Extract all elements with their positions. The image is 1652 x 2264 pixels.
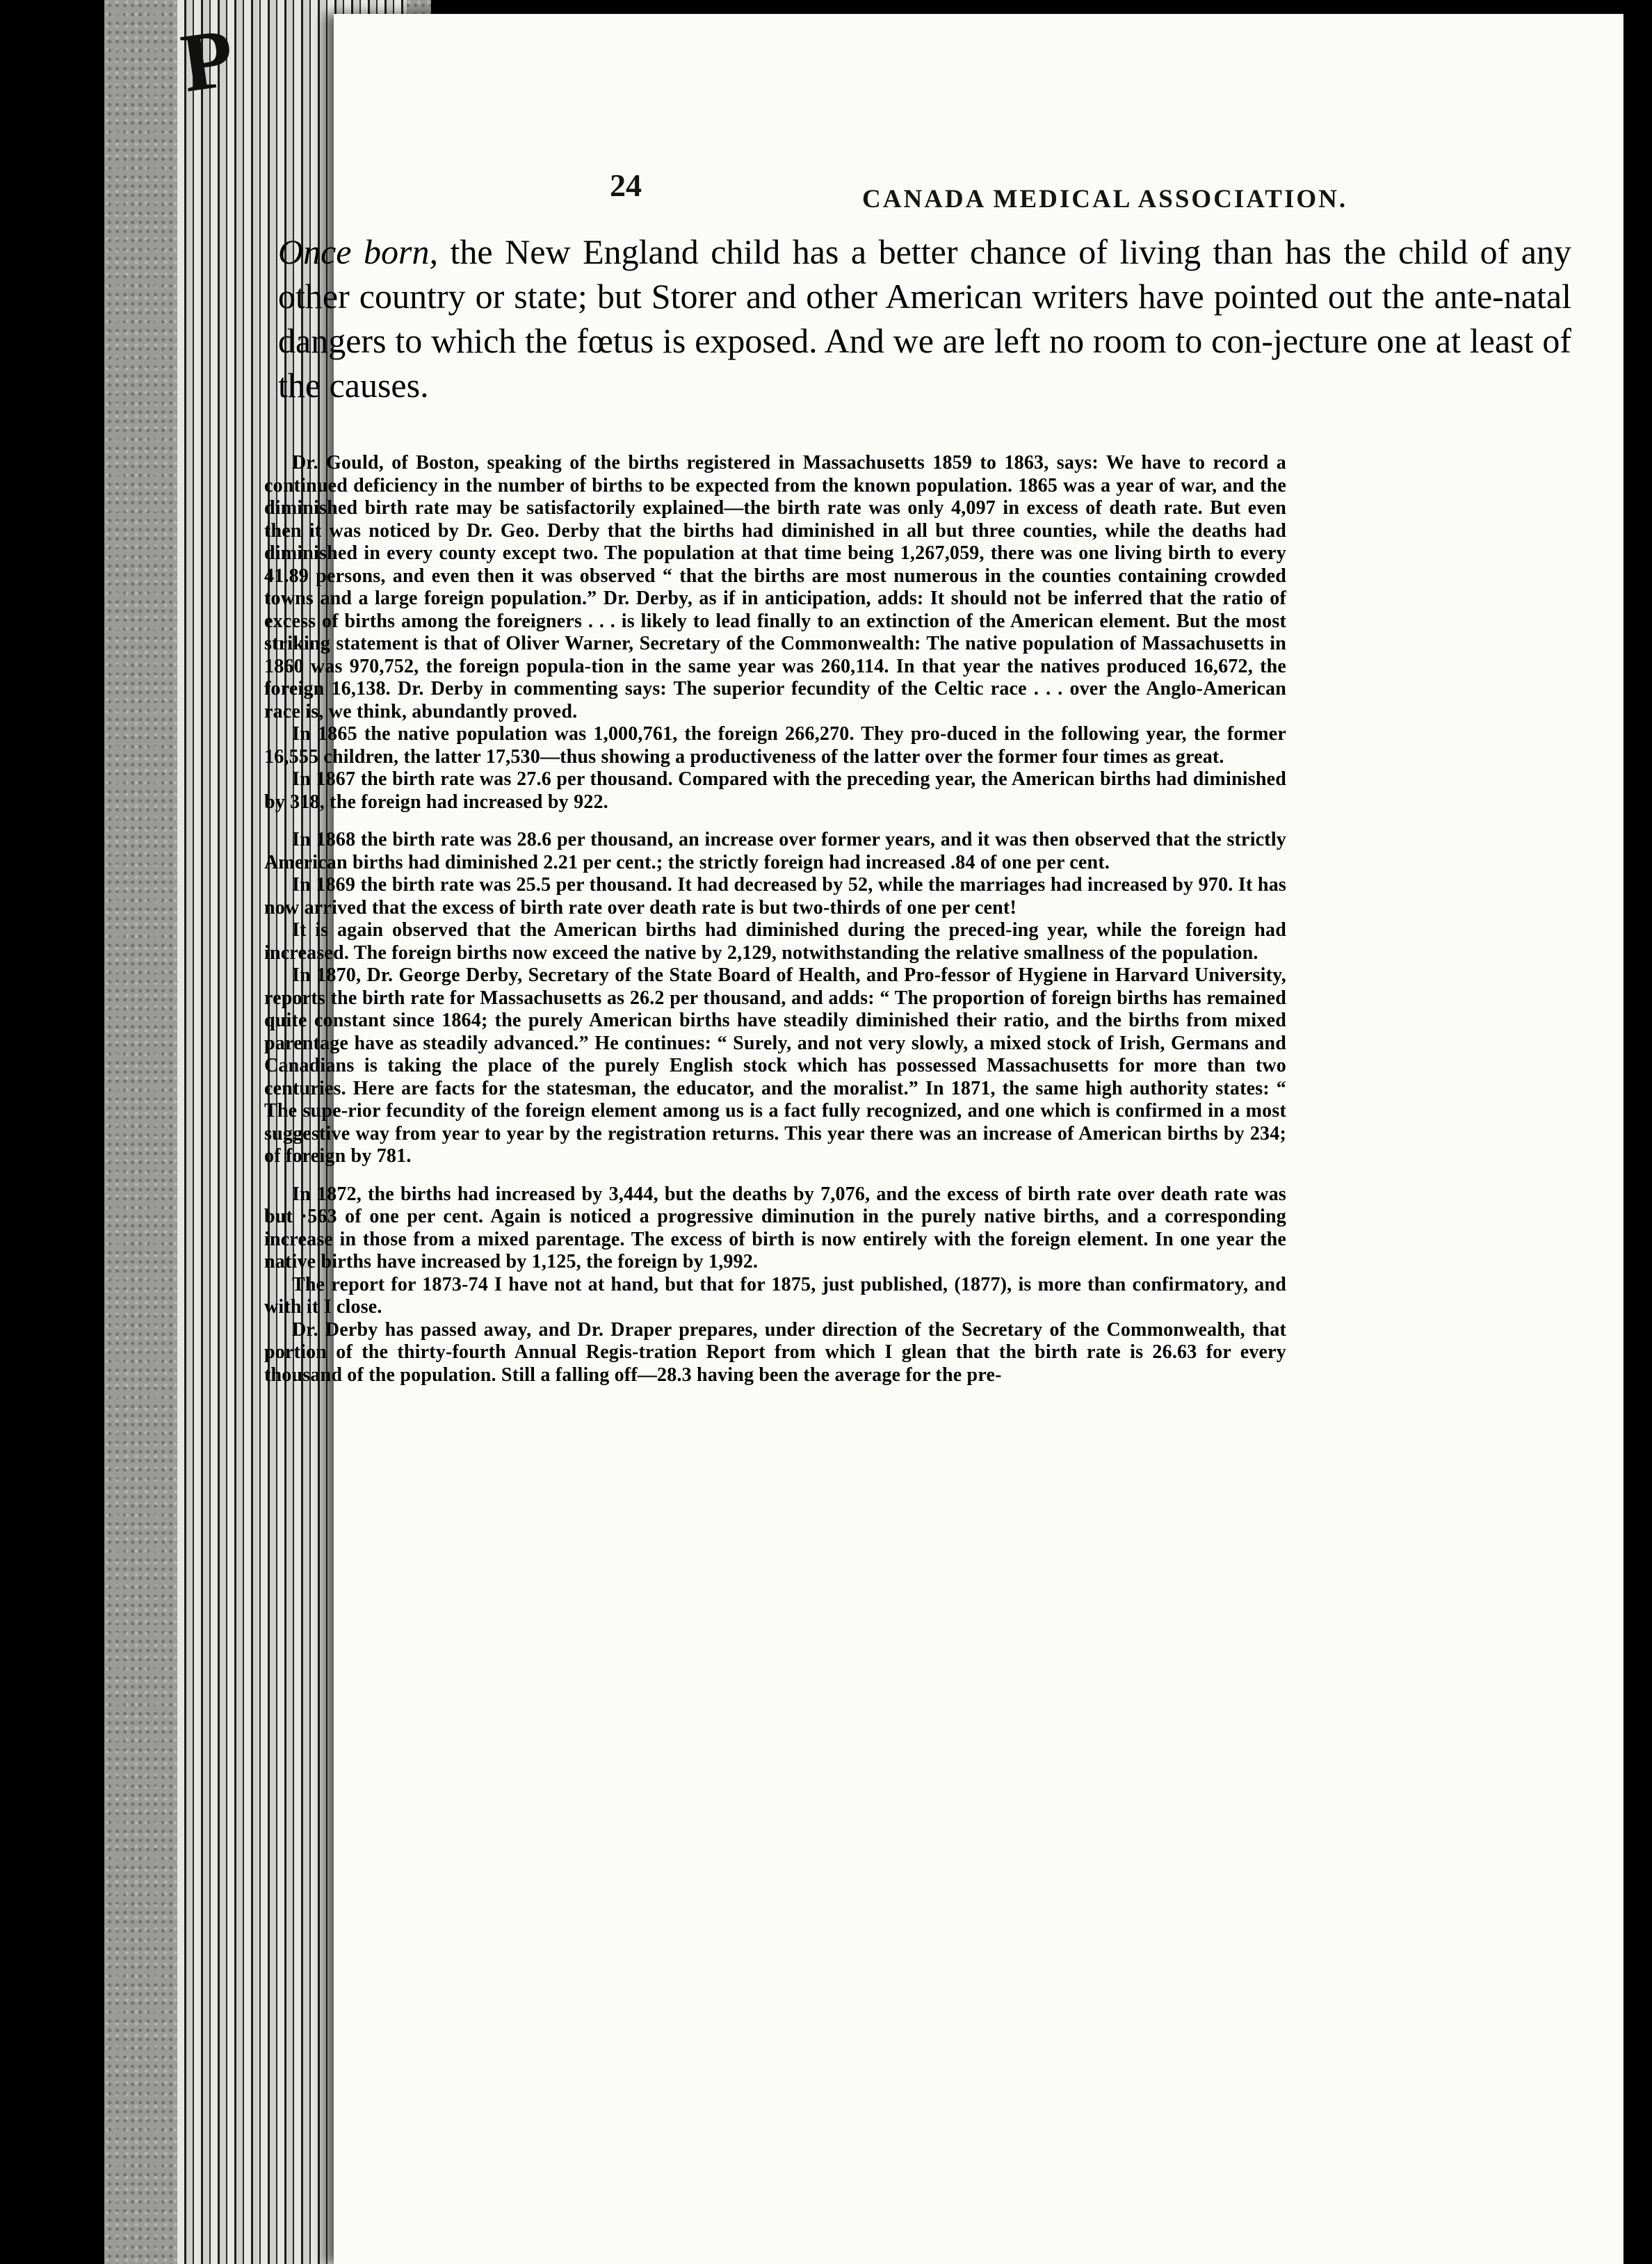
paragraph-6: It is again observed that the American births had diminished during the preced-ing year, while the foreign had increased. The foreign births now exceed the native by 2,129, notwithstanding the relative smallness of the population. — [264, 919, 1286, 964]
running-head: CANADA MEDICAL ASSOCIATION. — [862, 185, 1348, 213]
corner-mark: P — [176, 10, 240, 110]
paragraph-1: Dr. Gould, of Boston, speaking of the births registered in Massachusetts 1859 to 1863, says: We have to record a continued deficiency in the number of births to be expected from the known population. 1865 was a year of war, and the diminished birth rate may be satisfactorily explained—the birth rate was only 4,097 in excess of death rate. But even then it was noticed by Dr. Geo. Derby that the births had diminished in all but three counties, while the deaths had diminished in every county except two. The population at that time being 1,267,059, there was one living birth to every 41.89 persons, and even then it was observed “ that the births are most numerous in the counties containing crowded towns and a large foreign population.” Dr. Derby, as if in anticipation, adds: It should not be inferred that the ratio of excess of births among the foreigners . . . is likely to lead finally to an extinction of the American element. But the most striking statement is that of Oliver Warner, Secretary of the Commonwealth: The native population of Massachusetts in 1860 was 970,752, the foreign popula-tion in the same year was 260,114. In that year the natives produced 16,672, the foreign 16,138. Dr. Derby in commenting says: The superior fecundity of the Celtic race . . . over the Anglo-American race is, we think, abundantly proved. — [264, 452, 1286, 722]
paragraph-5: In 1869 the birth rate was 25.5 per thousand. It had decreased by 52, while the marriages had increased by 970. It has now arrived that the excess of birth rate over death rate is but two-thirds of one per cent! — [264, 874, 1286, 919]
paragraph-4: In 1868 the birth rate was 28.6 per thousand, an increase over former years, and it was then observed that the strictly American births had diminished 2.21 per cent.; the strictly foreign had increased .84 of one per cent. — [264, 829, 1286, 873]
body-text — [264, 452, 1286, 1386]
paragraph-9: The report for 1873-74 I have not at hand, but that for 1875, just published, (1877), is more than confirmatory, and with it I close. — [264, 1273, 1286, 1318]
paragraph-3: In 1867 the birth rate was 27.6 per thousand. Compared with the preceding year, the American births had diminished by 318, the foreign had increased by 922. — [264, 768, 1286, 813]
lead-paragraph — [278, 229, 1571, 407]
paragraph-2: In 1865 the native population was 1,000,761, the foreign 266,270. They pro-duced in the following year, the former 16,555 children, the latter 17,530—thus showing a productiveness of the latter over the former four times as great. — [264, 723, 1286, 768]
paragraph-10: Dr. Derby has passed away, and Dr. Draper prepares, under direction of the Secretary of the Commonwealth, that portion of the thirty-fourth Annual Regis-tration Report from which I glean that the birth rate is 26.63 for every thousand of the population. Still a falling off—28.3 having been the average for the pre- — [264, 1318, 1286, 1386]
lead-text: the New England child has a better chance of living than has the child of any other country or state; but Storer and other American writers have pointed out the ante-natal dangers to which the fœtus is exposed. And we are left no room to con-jecture one at least of the causes. — [278, 232, 1571, 405]
paragraph-7: In 1870, Dr. George Derby, Secretary of the State Board of Health, and Pro-fessor of Hygiene in Harvard University, reports the birth rate for Massachusetts as 26.2 per thousand, and adds: “ The proportion of foreign births has remained quite constant since 1864; the purely American births have steadily diminished their ratio, and the births from mixed parentage have as steadily advanced.” He continues: “ Surely, and not very slowly, a mixed stock of Irish, Germans and Canadians is taking the place of the purely English stock which has possessed Massachusetts for more than two centuries. Here are facts for the statesman, the educator, and the moralist.” In 1871, the same high authority states: “ The supe-rior fecundity of the foreign element among us is a fact fully recognized, and one which is confirmed in a most suggestive way from year to year by the registration returns. This year there was an increase of American births by 234; of foreign by 781. — [264, 964, 1286, 1167]
lead-italic: Once born, — [278, 232, 438, 271]
page-number: 24 — [610, 168, 642, 203]
paragraph-8: In 1872, the births had increased by 3,444, but the deaths by 7,076, and the excess of birth rate over death rate was but ·563 of one per cent. Again is noticed a progressive diminution in the purely native births, and a corresponding increase in those from a mixed parentage. The excess of birth is now entirely with the foreign element. In one year the native births have increased by 1,125, the foreign by 1,992. — [264, 1183, 1286, 1272]
